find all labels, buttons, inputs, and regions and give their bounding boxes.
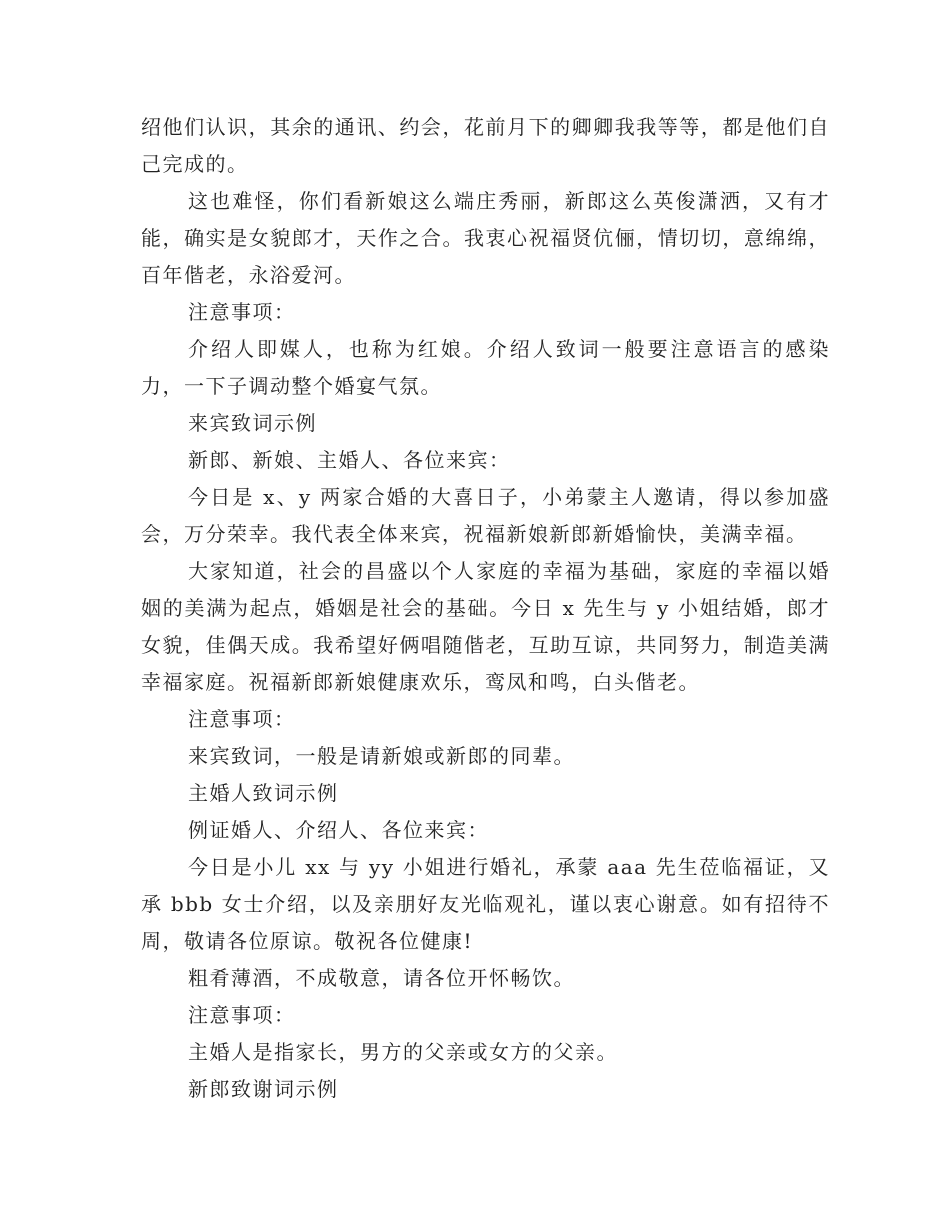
paragraph: 今日是小儿 xx 与 yy 小姐进行婚礼，承蒙 aaa 先生莅临福证，又承 bbb 女士介绍，以及亲朋好友光临观礼，谨以衷心谢意。如有招待不周，敬请各位原谅。敬祝各位健康! bbox=[141, 855, 830, 953]
paragraph: 介绍人即媒人，也称为红娘。介绍人致词一般要注意语言的感染力，一下子调动整个婚宴气氛。 bbox=[141, 337, 830, 398]
paragraph: 这也难怪，你们看新娘这么端庄秀丽，新郎这么英俊潇洒，又有才能，确实是女貌郎才，天作之合。我衷心祝福贤伉俪，情切切，意绵绵，百年偕老，永浴爱河。 bbox=[141, 189, 830, 287]
salutation: 例证婚人、介绍人、各位来宾： bbox=[188, 818, 489, 842]
paragraph: 大家知道，社会的昌盛以个人家庭的幸福为基础，家庭的幸福以婚姻的美满为起点，婚姻是社会的基础。今日 x 先生与 y 小姐结婚，郎才女貌，佳偶天成。我希望好俩唱随偕老，互助互谅，共同努力，制造美满幸福家庭。祝福新郎新娘健康欢乐，鸾凤和鸣，白头偕老。 bbox=[141, 559, 830, 694]
section-heading: 主婚人致词示例 bbox=[188, 781, 339, 805]
section-note-heading: 注意事项： bbox=[188, 1003, 296, 1027]
section-heading: 来宾致词示例 bbox=[188, 411, 317, 435]
paragraph: 主婚人是指家长，男方的父亲或女方的父亲。 bbox=[188, 1040, 618, 1064]
section-heading: 新郎致谢词示例 bbox=[188, 1077, 339, 1101]
paragraph: 今日是 x、y 两家合婚的大喜日子，小弟蒙主人邀请，得以参加盛会，万分荣幸。我代表全体来宾，祝福新娘新郎新婚愉快，美满幸福。 bbox=[141, 485, 830, 546]
section-note-heading: 注意事项： bbox=[188, 300, 296, 324]
salutation: 新郎、新娘、主婚人、各位来宾： bbox=[188, 448, 511, 472]
paragraph: 绍他们认识，其余的通讯、约会，花前月下的卿卿我我等等，都是他们自己完成的。 bbox=[141, 115, 830, 176]
section-note-heading: 注意事项： bbox=[188, 707, 296, 731]
paragraph: 粗肴薄酒，不成敬意，请各位开怀畅饮。 bbox=[188, 966, 575, 990]
paragraph: 来宾致词，一般是请新娘或新郎的同辈。 bbox=[188, 744, 575, 768]
